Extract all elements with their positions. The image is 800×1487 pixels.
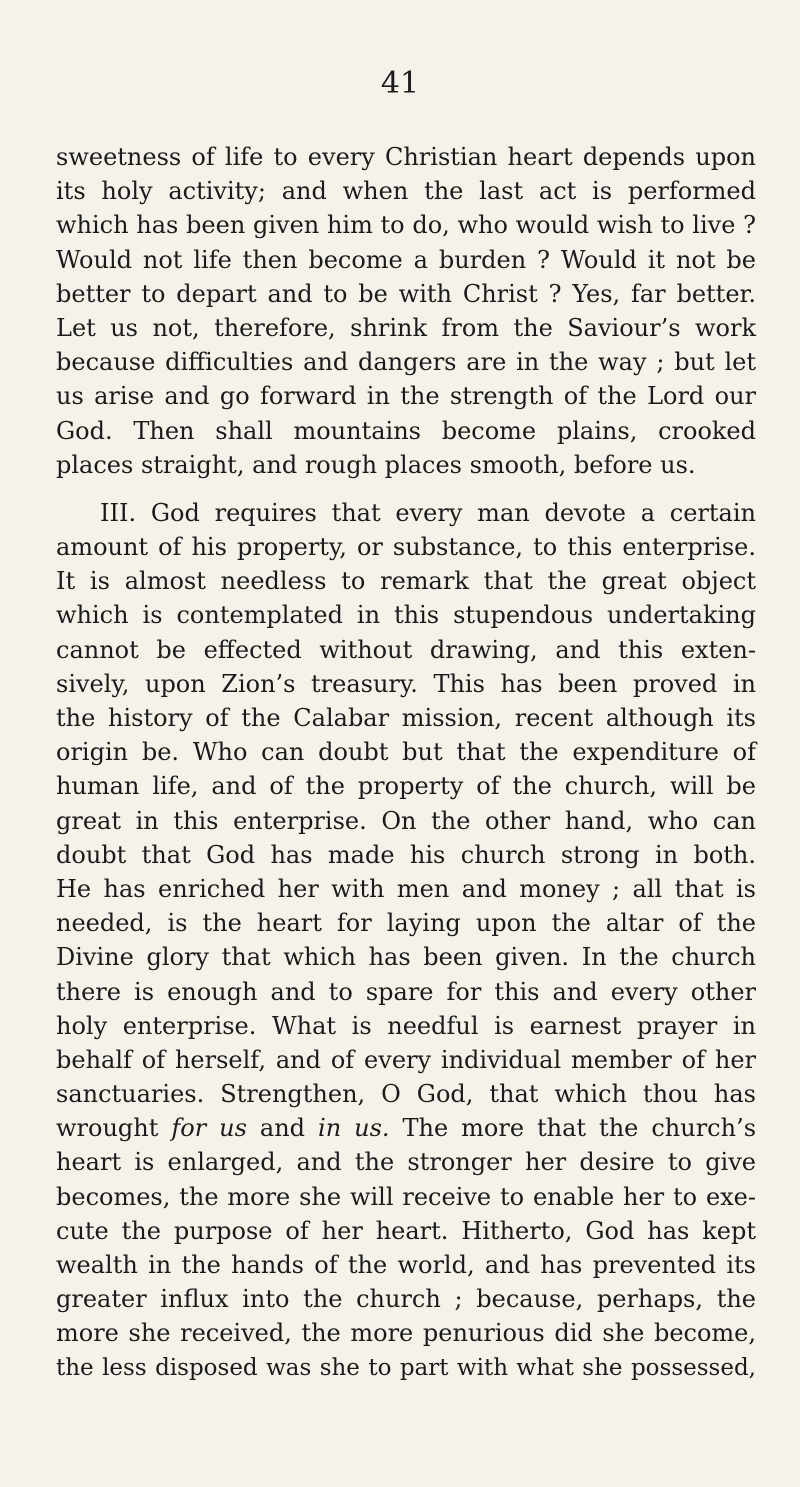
- text-line: great in this enterprise. On the other hand, who can: [56, 806, 756, 835]
- text-line: God. Then shall mountains become plains, crooked: [56, 416, 756, 445]
- text-line-with-italics: [56, 1111, 756, 1145]
- text-line: III. God requires that every man devote a certain: [100, 498, 756, 527]
- text-segment: The more that the church’s: [389, 1114, 757, 1143]
- text-line: which is contemplated in this stupendous undertaking: [56, 601, 756, 630]
- text-line: It is almost needless to remark that the great object: [56, 567, 756, 596]
- text-line: behalf of herself, and of every individual member of her: [56, 1045, 756, 1074]
- paragraph-2: [56, 496, 756, 1385]
- text-line: the history of the Calabar mission, recent although its: [56, 704, 756, 732]
- body-text: [56, 140, 756, 1385]
- text-line: origin be. Who can doubt but that the expenditure of: [56, 738, 756, 767]
- italic-phrase: for us: [171, 1114, 247, 1143]
- paragraph-1: [56, 140, 756, 482]
- text-line: cannot be effected without drawing, and this exten-: [56, 635, 756, 664]
- text-line: more she received, the more penurious did she become,: [56, 1319, 756, 1348]
- italic-phrase: in us.: [318, 1114, 390, 1143]
- text-line: sweetness of life to every Christian heart depends upon: [56, 143, 756, 171]
- text-line: doubt that God has made his church strong in both.: [56, 840, 756, 869]
- text-line: the less disposed was she to part with what she possessed,: [56, 1354, 756, 1381]
- text-line: sanctuaries. Strengthen, O God, that which thou has: [56, 1080, 756, 1109]
- text-line: holy enterprise. What is needful is earnest prayer in: [56, 1011, 756, 1040]
- text-line: amount of his property, or substance, to this enterprise.: [56, 533, 756, 562]
- paragraph-gap: [56, 482, 756, 496]
- text-line: He has enriched her with men and money ; all that is: [56, 874, 756, 903]
- text-line: sively, upon Zion’s treasury. This has been proved in: [56, 669, 756, 698]
- text-line: wealth in the hands of the world, and has prevented its: [56, 1251, 756, 1279]
- text-line: heart is enlarged, and the stronger her desire to give: [56, 1148, 756, 1177]
- text-line: becomes, the more she will receive to enable her to exe-: [56, 1182, 756, 1211]
- text-line: there is enough and to spare for this and every other: [56, 977, 756, 1006]
- text-line: its holy activity; and when the last act is performed: [56, 177, 756, 206]
- text-segment: wrought: [56, 1114, 172, 1143]
- text-line: human life, and of the property of the church, will be: [56, 772, 756, 801]
- text-line: cute the purpose of her heart. Hitherto, God has kept: [56, 1216, 756, 1245]
- text-segment: and: [246, 1114, 319, 1143]
- text-line: Let us not, therefore, shrink from the Saviour’s work: [56, 313, 756, 342]
- text-line: needed, is the heart for laying upon the altar of the: [56, 909, 756, 938]
- page-number: 41: [380, 66, 420, 101]
- text-line: better to depart and to be with Christ ? Yes, far better.: [56, 279, 756, 308]
- text-line: us arise and go forward in the strength of the Lord our: [56, 382, 756, 411]
- text-line: because difficulties and dangers are in the way ; but let: [56, 348, 756, 377]
- text-line: places straight, and rough places smooth, before us.: [56, 450, 696, 479]
- text-line: which has been given him to do, who would wish to live ?: [56, 211, 756, 240]
- text-line: Would not life then become a burden ? Would it not be: [56, 245, 756, 274]
- text-line: Divine glory that which has been given. In the church: [56, 943, 756, 972]
- text-line: greater influx into the church ; because, perhaps, the: [56, 1285, 756, 1314]
